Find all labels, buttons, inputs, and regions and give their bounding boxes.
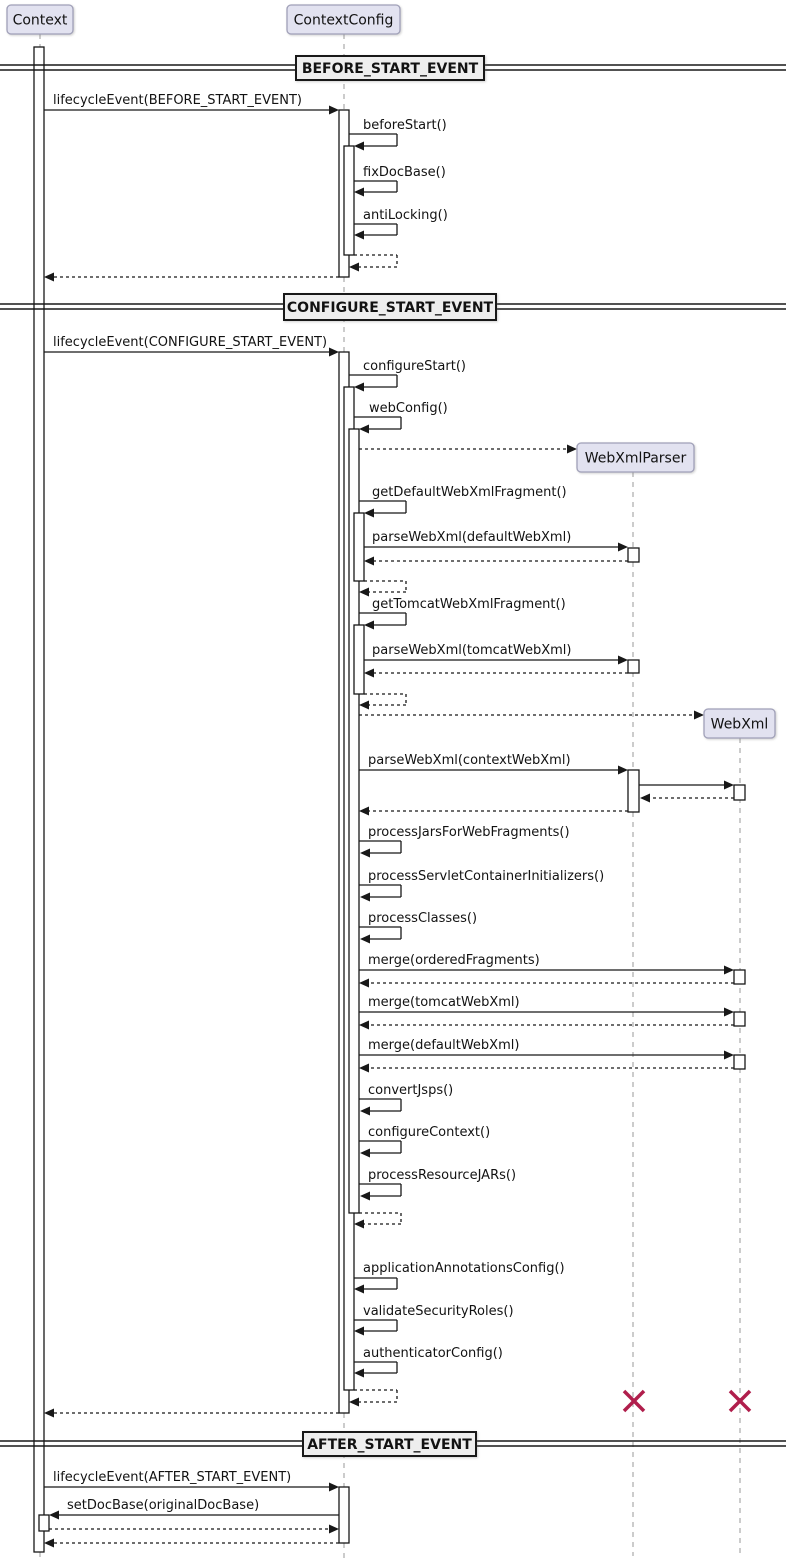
arrowhead (349, 263, 359, 272)
arrowhead (724, 966, 734, 975)
arrowhead (349, 1398, 359, 1407)
arrowhead (360, 1192, 370, 1201)
activation-bar (39, 1515, 49, 1531)
message-label: processResourceJARs() (368, 1168, 517, 1183)
activation-bar (734, 970, 745, 984)
message-label: authenticatorConfig() (363, 1346, 503, 1361)
activation-bar (628, 770, 639, 812)
message-label: configureContext() (368, 1125, 491, 1140)
message-label: setDocBase(originalDocBase) (67, 1498, 260, 1513)
arrowhead (354, 231, 364, 240)
message-label: processClasses() (368, 911, 478, 926)
arrowhead (354, 1220, 364, 1229)
message-label: lifecycleEvent(AFTER_START_EVENT) (53, 1470, 292, 1485)
arrowhead (618, 656, 628, 665)
arrowhead (618, 543, 628, 552)
activation-bar (354, 625, 364, 694)
arrowhead (359, 1021, 369, 1030)
arrowhead (359, 588, 369, 597)
activation-bar (734, 785, 745, 800)
arrowhead (360, 1149, 370, 1158)
participant-label-webxmlparser: WebXmlParser (584, 450, 687, 467)
arrowhead (567, 445, 577, 454)
arrowhead (364, 621, 374, 630)
arrowhead (364, 509, 374, 518)
activation-bar (34, 47, 44, 1552)
activation-bar (339, 1487, 349, 1543)
message-label: fixDocBase() (363, 165, 446, 180)
message-label: getTomcatWebXmlFragment() (372, 597, 566, 612)
arrowhead (724, 1051, 734, 1060)
message-label: lifecycleEvent(CONFIGURE_START_EVENT) (53, 335, 328, 350)
arrowhead (329, 1483, 339, 1492)
arrowhead (329, 1525, 339, 1534)
arrowhead (49, 1511, 59, 1520)
activation-bar (628, 660, 639, 673)
divider-label: AFTER_START_EVENT (307, 1437, 472, 1453)
message-label: configureStart() (363, 359, 466, 374)
participant-label-contextconfig: ContextConfig (293, 12, 394, 29)
message-label: merge(tomcatWebXml) (368, 995, 520, 1010)
message-label: beforeStart() (363, 118, 447, 133)
arrowhead (359, 979, 369, 988)
arrowhead (359, 1064, 369, 1073)
arrowhead (359, 701, 369, 710)
message-label: merge(defaultWebXml) (368, 1038, 520, 1053)
arrowhead (694, 711, 704, 720)
arrowhead (360, 893, 370, 902)
activation-bar (354, 513, 364, 581)
activation-bar (344, 146, 354, 255)
arrowhead (44, 1539, 54, 1548)
message-label: parseWebXml(tomcatWebXml) (372, 643, 572, 658)
message-label: parseWebXml(contextWebXml) (368, 753, 571, 768)
arrowhead (359, 425, 369, 434)
message-label: parseWebXml(defaultWebXml) (372, 530, 572, 545)
arrowhead (329, 348, 339, 357)
arrowhead (354, 1285, 364, 1294)
message-label: antiLocking() (363, 208, 448, 223)
message-label: validateSecurityRoles() (363, 1304, 514, 1319)
arrowhead (360, 1107, 370, 1116)
message-label: applicationAnnotationsConfig() (363, 1261, 565, 1276)
message-label: merge(orderedFragments) (368, 953, 540, 968)
arrowhead (354, 142, 364, 151)
message-label: getDefaultWebXmlFragment() (372, 485, 567, 500)
arrowhead (364, 669, 374, 678)
activation-bar (628, 548, 639, 562)
participant-label-webxml: WebXml (710, 716, 769, 733)
arrowhead (329, 106, 339, 115)
arrowhead (354, 383, 364, 392)
message-label: processServletContainerInitializers() (368, 869, 605, 884)
arrowhead (354, 1327, 364, 1336)
arrowhead (364, 557, 374, 566)
divider-label: BEFORE_START_EVENT (301, 61, 479, 77)
message-label: webConfig() (369, 401, 448, 416)
arrowhead (44, 1409, 54, 1418)
activation-bar (734, 1055, 745, 1069)
arrowhead (360, 849, 370, 858)
arrowhead (354, 188, 364, 197)
arrowhead (354, 1369, 364, 1378)
arrowhead (44, 273, 54, 282)
arrowhead (360, 935, 370, 944)
arrowhead (724, 1008, 734, 1017)
message-label: processJarsForWebFragments() (368, 825, 570, 840)
arrowhead (618, 766, 628, 775)
arrowhead (359, 807, 369, 816)
arrowhead (640, 794, 650, 803)
participant-label-context: Context (12, 12, 68, 29)
message-label: lifecycleEvent(BEFORE_START_EVENT) (53, 93, 302, 108)
divider-label: CONFIGURE_START_EVENT (286, 300, 494, 316)
arrowhead (724, 781, 734, 790)
activation-bar (734, 1012, 745, 1026)
message-label: convertJsps() (368, 1083, 454, 1098)
